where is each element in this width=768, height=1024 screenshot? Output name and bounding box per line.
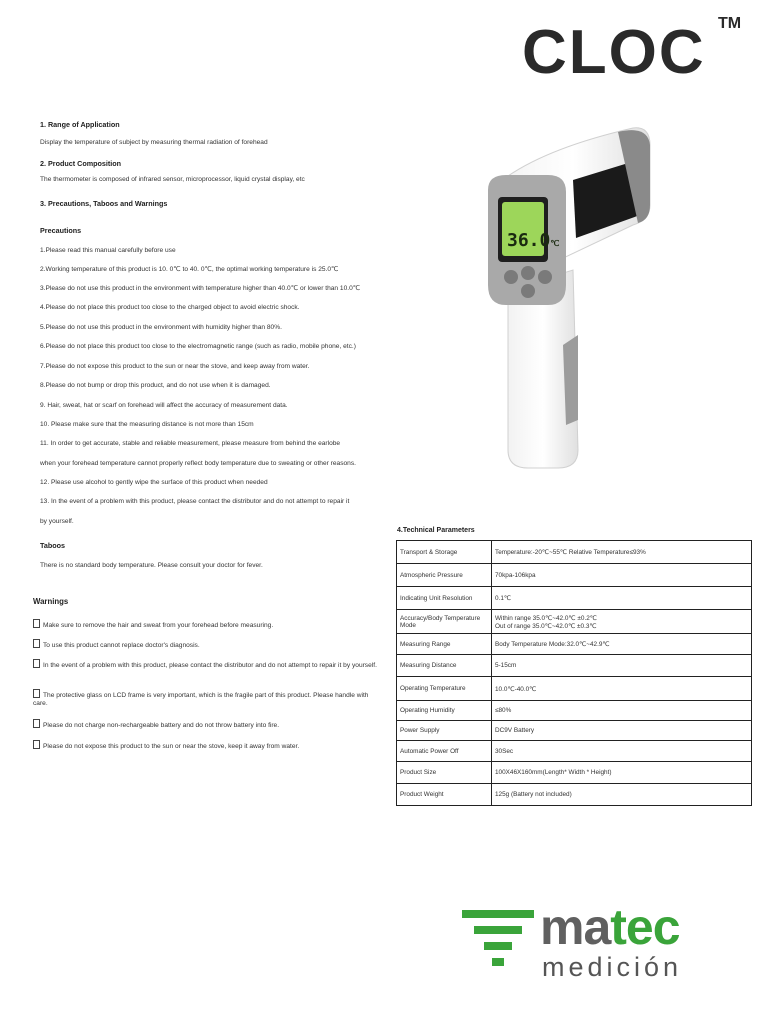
table-row: Operating Temperature 10.0℃-40.0℃ bbox=[397, 677, 752, 701]
precaution-item: 8.Please do not bump or drop this product, and do not use when it is damaged. bbox=[40, 382, 271, 389]
warning-item: Please do not expose this product to the sun or near the stove, keep it away from water. bbox=[33, 740, 378, 751]
section-2-title: 2. Product Composition bbox=[40, 159, 122, 168]
checkbox-icon bbox=[33, 639, 40, 648]
table-row: Transport & Storage Temperature:-20℃~55℃ Relative Temperature≤93% bbox=[397, 541, 752, 564]
precaution-item: by yourself. bbox=[40, 518, 74, 525]
precaution-item: 7.Please do not expose this product to the sun or near the stove, and keep away from water. bbox=[40, 363, 310, 370]
checkbox-icon bbox=[33, 659, 40, 668]
precaution-item: 9. Hair, sweat, hat or scarf on forehead will affect the accuracy of measurement data. bbox=[40, 402, 288, 409]
precaution-item: 4.Please do not place this product too close to the charged object to avoid electric shock. bbox=[40, 304, 300, 311]
matec-mark-icon bbox=[462, 910, 534, 990]
warnings-title: Warnings bbox=[33, 597, 69, 606]
precaution-item: 11. In order to get accurate, stable and reliable measurement, please measure from behind the earlobe bbox=[40, 440, 341, 447]
section-1-title: 1. Range of Application bbox=[40, 120, 120, 129]
precaution-item: 2.Working temperature of this product is 10. 0℃ to 40. 0℃, the optimal working temperature is 25.0℃ bbox=[40, 266, 339, 273]
checkbox-icon bbox=[33, 719, 40, 728]
taboos-text: There is no standard body temperature. Please consult your doctor for fever. bbox=[40, 562, 263, 569]
precaution-item: 10. Please make sure that the measuring distance is not more than 15cm bbox=[40, 421, 254, 428]
warning-item: The protective glass on LCD frame is very important, which is the fragile part of this product. Please handle with care. bbox=[33, 689, 378, 708]
warning-item: To use this product cannot replace doctor's diagnosis. bbox=[33, 639, 378, 650]
table-row: Measuring Distance 5-15cm bbox=[397, 655, 752, 677]
warning-item: Make sure to remove the hair and sweat from your forehead before measuring. bbox=[33, 619, 378, 630]
matec-logo bbox=[462, 900, 752, 990]
table-row: Atmospheric Pressure 70kpa-106kpa bbox=[397, 564, 752, 587]
precaution-item: 6.Please do not place this product too close to the electromagnetic range (such as radio, mobile phone, etc.) bbox=[40, 343, 356, 350]
display-readout: 36.0℃ bbox=[507, 230, 560, 251]
table-row: Operating Humidity ≤80% bbox=[397, 701, 752, 721]
precaution-item: 12. Please use alcohol to gently wipe the surface of this product when needed bbox=[40, 479, 268, 486]
precaution-item: when your forehead temperature cannot properly reflect body temperature due to sweating or other reasons. bbox=[40, 460, 356, 467]
section-3-title: 3. Precautions, Taboos and Warnings bbox=[40, 199, 168, 208]
table-row: Product Size 100X46X160mm(Length* Width * Height) bbox=[397, 762, 752, 784]
section-2-text: The thermometer is composed of infrared sensor, microprocessor, liquid crystal display, etc bbox=[40, 176, 305, 183]
table-row: Accuracy/Body Temperature Mode Within range 35.0℃~42.0℃ ±0.2℃ Out of range 35.0℃~42.0℃ ±0.3℃ bbox=[397, 610, 752, 634]
checkbox-icon bbox=[33, 689, 40, 698]
table-row: Measuring Range Body Temperature Mode:32.0℃~42.9℃ bbox=[397, 634, 752, 655]
medicion-wordmark: medición bbox=[542, 952, 683, 982]
thermometer-image bbox=[478, 120, 658, 480]
matec-wordmark: matec bbox=[540, 899, 680, 955]
precaution-item: 13. In the event of a problem with this product, please contact the distributor and do not attempt to repair it bbox=[40, 498, 350, 505]
warning-item: In the event of a problem with this product, please contact the distributor and do not attempt to repair it by yourself. bbox=[33, 659, 378, 670]
precautions-title: Precautions bbox=[40, 226, 82, 235]
checkbox-icon bbox=[33, 740, 40, 749]
table-row: Power Supply DC9V Battery bbox=[397, 721, 752, 741]
table-row: Automatic Power Off 30Sec bbox=[397, 741, 752, 762]
section-1-text: Display the temperature of subject by measuring thermal radiation of forehead bbox=[40, 139, 268, 146]
table-row: Product Weight 125g (Battery not included) bbox=[397, 784, 752, 806]
trademark-symbol: TM bbox=[718, 15, 742, 32]
warning-item: Please do not charge non-rechargeable battery and do not throw battery into fire. bbox=[33, 719, 378, 730]
precaution-item: 5.Please do not use this product in the environment with humidity higher than 80%. bbox=[40, 324, 282, 331]
taboos-title: Taboos bbox=[40, 541, 66, 550]
precaution-item: 3.Please do not use this product in the environment with temperature higher than 40.0℃ or lower than 10.0℃ bbox=[40, 285, 361, 292]
technical-parameters-title: 4.Technical Parameters bbox=[397, 527, 475, 534]
precaution-item: 1.Please read this manual carefully before use bbox=[40, 247, 176, 254]
technical-parameters-table bbox=[396, 540, 752, 806]
checkbox-icon bbox=[33, 619, 40, 628]
brand-name: CLOC bbox=[522, 18, 706, 87]
table-row: Indicating Unit Resolution 0.1℃ bbox=[397, 587, 752, 610]
